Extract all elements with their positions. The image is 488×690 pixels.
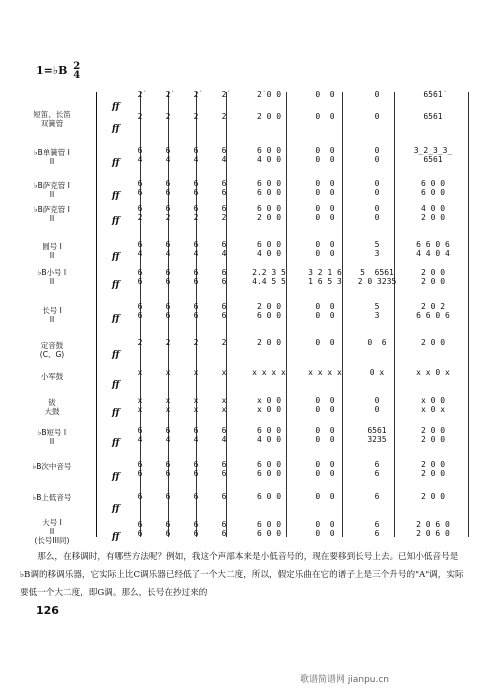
notation-cell: 6 6 0 6 4 4 0 4 xyxy=(416,240,450,258)
instrument-label: ♭B单簧管 I II xyxy=(34,148,70,166)
score-row xyxy=(112,112,468,142)
instrument-label: 长号 I II xyxy=(42,306,62,324)
notation-cell: 2 0 6 0 2 0 6 0 xyxy=(416,520,450,538)
notation-cell: 6561 xyxy=(423,112,443,121)
notation-cell: 6 6 xyxy=(193,179,199,197)
notation-cell: 2 xyxy=(221,112,227,121)
notation-cell: 6 6 xyxy=(221,520,227,538)
notation-cell: x x x x xyxy=(252,368,286,377)
notation-cell: 6 0 0 2 0 0 xyxy=(256,204,282,222)
instrument-label: ♭B短号 I II xyxy=(37,428,67,446)
notation-cell: 2 xyxy=(221,338,227,347)
notation-cell: 0 0 0 0 xyxy=(315,396,335,414)
notation-cell: 2 0 0 2 0 0 xyxy=(420,426,446,444)
notation-cell: 6 6 xyxy=(137,179,143,197)
watermark: 歌谱简谱网 jianpu.cn xyxy=(300,675,390,685)
notation-cell: 6 6 xyxy=(221,268,227,286)
notation-cell: 6 6 xyxy=(137,520,143,538)
notation-cell: 0 0 xyxy=(374,146,380,164)
notation-cell: 2 xyxy=(193,112,199,121)
notation-cell: 6 6 xyxy=(165,179,171,197)
dynamic-marking: ff xyxy=(112,191,120,201)
dynamic-marking: ff xyxy=(112,472,120,482)
notation-cell: 2 xyxy=(165,112,171,121)
time-numerator: 2 xyxy=(73,61,81,72)
instrument-label: ♭B次中音号 xyxy=(32,462,72,471)
notation-cell: 6 4 xyxy=(221,146,227,164)
notation-cell: 2̇ xyxy=(137,90,143,99)
notation-cell: 0 0 0 0 xyxy=(315,460,335,478)
notation-cell: 2̇ 0 0 xyxy=(256,90,282,99)
instrument-label: 钹 大鼓 xyxy=(44,398,60,416)
notation-cell: 6 6 xyxy=(165,520,171,538)
body-paragraph: 那么，在移调时，有哪些方法呢？例如，我这个声部本来是小低音号的，现在要移到长号上去。已知小低音号是♭B调的移调乐器，它实际上比C调乐器已经低了一个大二度，所以，假定乐曲在它的谱子上是三个升号的"A"调，实际要低一个大二度，即G调。那么，长号在抄过来的 xyxy=(20,552,464,598)
notation-cell: 0 0 xyxy=(315,338,335,347)
score-row xyxy=(112,240,468,270)
notation-cell: 6 0 0 4 0 0 xyxy=(256,240,282,258)
notation-cell: 2 xyxy=(193,338,199,347)
key-signature xyxy=(36,62,80,80)
notation-cell: 6 6 xyxy=(193,520,199,538)
notation-cell: 6 0 0 4 0 0 xyxy=(256,146,282,164)
notation-cell: 0 x xyxy=(369,368,385,377)
notation-cell: 6 6 xyxy=(165,268,171,286)
notation-cell: 6 xyxy=(193,492,199,501)
dynamic-marking: ff xyxy=(112,280,120,290)
notation-cell: 0 0 0 0 xyxy=(315,146,335,164)
notation-cell: 6 6 xyxy=(221,460,227,478)
dynamic-marking: ff xyxy=(112,504,120,514)
instrument-label: ♭B小号 I II xyxy=(37,268,67,286)
notation-cell: 6 6 xyxy=(137,460,143,478)
score-row xyxy=(112,338,468,368)
notation-cell: 6 4 xyxy=(137,240,143,258)
notation-cell: 2̇ xyxy=(221,90,227,99)
notation-cell: x xyxy=(193,368,199,377)
notation-cell: 6 4 xyxy=(165,146,171,164)
score-row xyxy=(112,268,468,298)
notation-cell: 6 6 xyxy=(193,460,199,478)
notation-cell: 2̇ xyxy=(193,90,199,99)
notation-cell: x xyxy=(137,368,143,377)
score-row xyxy=(112,492,468,522)
score-row xyxy=(112,146,468,176)
dynamic-marking: ff xyxy=(112,252,120,262)
notation-cell: 6 4 xyxy=(221,240,227,258)
notation-cell: 5 3 xyxy=(374,302,380,320)
notation-cell: 6 0 0 6 0 0 xyxy=(256,179,282,197)
notation-cell: x x xyxy=(221,396,227,414)
score-row xyxy=(112,302,468,332)
notation-cell: x xyxy=(165,368,171,377)
notation-cell: 6 0 0 6 0 0 xyxy=(256,460,282,478)
notation-cell: 6 2 xyxy=(221,204,227,222)
notation-cell: 0 0 0 0 xyxy=(315,520,335,538)
notation-cell: 6 6 xyxy=(165,460,171,478)
dynamic-marking: ff xyxy=(112,408,120,418)
notation-cell: 6 0 0 xyxy=(256,492,282,501)
notation-cell: 2.2 3 5 4.4 5 5 xyxy=(252,268,286,286)
notation-cell: x 0 0 x 0 0 xyxy=(256,396,282,414)
dynamic-marking: ff xyxy=(112,102,120,112)
notation-cell: 5 6561 2 0 3235 xyxy=(357,268,397,286)
notation-cell: 2 xyxy=(165,338,171,347)
notation-cell: x x 0 x xyxy=(416,368,450,377)
notation-cell: 6 4 xyxy=(221,426,227,444)
score-row xyxy=(112,460,468,490)
instrument-label: 大号 I II (长号III同) xyxy=(34,518,70,545)
notation-cell: 6̇5̇6̇1̇ xyxy=(423,90,443,99)
dynamic-marking: ff xyxy=(112,124,120,134)
notation-cell: 0 0 xyxy=(315,492,335,501)
notation-cell: 6 6 xyxy=(221,179,227,197)
notation-cell: 2 0 0 xyxy=(256,112,282,121)
notation-cell: 3 2 1 6 1 6 5 3 xyxy=(308,268,342,286)
notation-cell: 0 0 xyxy=(374,179,380,197)
notation-cell: x x x x xyxy=(308,368,342,377)
notation-cell: 4 0 0 2 0 0 xyxy=(420,204,446,222)
notation-cell: 6 2 xyxy=(165,204,171,222)
instrument-label: ♭B萨克管 I II xyxy=(34,205,70,223)
notation-cell: 6 6 xyxy=(193,302,199,320)
instrument-label: 定音鼓 (C、G) xyxy=(39,341,65,359)
notation-cell: 0 0 0 0 xyxy=(315,426,335,444)
notation-cell: 2 0 2 6 6 0 6 xyxy=(416,302,450,320)
notation-cell: 0 0 0 0 xyxy=(315,179,335,197)
notation-cell: 6 6 xyxy=(193,268,199,286)
notation-cell: 6 6 xyxy=(374,460,380,478)
notation-cell: 6 6 xyxy=(165,302,171,320)
notation-cell: 0 xyxy=(374,90,380,99)
notation-cell: 2 0 0 xyxy=(256,338,282,347)
instrument-label: ♭B萨克管 I II xyxy=(34,181,70,199)
notation-cell: 0 0 xyxy=(315,90,335,99)
notation-cell: 0 0 0 0 xyxy=(315,204,335,222)
notation-cell: 6 4 xyxy=(165,240,171,258)
page-number: 126 xyxy=(36,604,59,617)
dynamic-marking: ff xyxy=(112,216,120,226)
notation-cell: 6 4 xyxy=(193,146,199,164)
dynamic-marking: ff xyxy=(112,438,120,448)
dynamic-marking: ff xyxy=(112,532,120,542)
instrument-label: 小军鼓 xyxy=(40,372,64,381)
notation-cell: 6561 3235 xyxy=(367,426,387,444)
notation-cell: 5 3 xyxy=(374,240,380,258)
notation-cell: 2 0 0 2 0 0 xyxy=(420,268,446,286)
notation-cell: 2 xyxy=(137,338,143,347)
time-denominator: 4 xyxy=(73,70,81,81)
notation-cell: 6 xyxy=(137,492,143,501)
instrument-label: ♭B上低音号 xyxy=(32,493,72,502)
score-row xyxy=(112,368,468,398)
notation-cell: 3̲2̲3̲3̲ 6561 xyxy=(413,146,453,164)
notation-cell: 6 4 xyxy=(137,426,143,444)
notation-cell: 0 0 xyxy=(374,396,380,414)
notation-cell: 6 xyxy=(165,492,171,501)
dynamic-marking: ff xyxy=(112,314,120,324)
dynamic-marking: ff xyxy=(112,350,120,360)
notation-cell: 6 6 xyxy=(137,268,143,286)
notation-cell: 0 0 0 0 xyxy=(315,240,335,258)
bar-line xyxy=(468,92,469,537)
notation-cell: 2̇ xyxy=(165,90,171,99)
notation-cell: 0 0 xyxy=(374,204,380,222)
dynamic-marking: ff xyxy=(112,380,120,390)
notation-cell: 2 0 0 xyxy=(420,338,446,347)
notation-cell: 6 4 xyxy=(165,426,171,444)
notation-cell: 6 xyxy=(221,492,227,501)
instrument-label: 圆号 I II xyxy=(42,242,62,260)
notation-cell: 0 xyxy=(374,112,380,121)
score-row xyxy=(112,396,468,426)
notation-cell: 0 0 xyxy=(315,112,335,121)
notation-cell: 0 0 0 0 xyxy=(315,302,335,320)
instrument-label: 短笛、长笛 双簧管 xyxy=(33,110,71,128)
notation-cell: 6 6 xyxy=(374,520,380,538)
score-row xyxy=(112,426,468,456)
notation-cell: 6 4 xyxy=(137,146,143,164)
dynamic-marking: ff xyxy=(112,158,120,168)
key-note: ♭B xyxy=(52,64,68,77)
notation-cell: 6 xyxy=(374,492,380,501)
score-row xyxy=(112,520,468,550)
notation-cell: 6 6 xyxy=(137,302,143,320)
notation-cell: 6 4 xyxy=(193,240,199,258)
notation-cell: 6 2 xyxy=(193,204,199,222)
notation-cell: 2 0 0 6 0 0 xyxy=(256,302,282,320)
score-row xyxy=(112,204,468,234)
notation-cell: 6 0 0 4 0 0 xyxy=(256,426,282,444)
time-signature xyxy=(73,62,80,80)
system-bracket xyxy=(96,92,97,537)
notation-cell: x 0 0 x 0 x xyxy=(420,396,446,414)
notation-cell: 6 6 xyxy=(221,302,227,320)
notation-cell: x x xyxy=(137,396,143,414)
key-prefix: 1= xyxy=(36,64,53,77)
notation-cell: 6 0 0 6 0 0 xyxy=(420,179,446,197)
notation-cell: 0 6 xyxy=(367,338,387,347)
notation-cell: 6 4 xyxy=(193,426,199,444)
notation-cell: x x xyxy=(193,396,199,414)
notation-cell: 6 0 0 6 0 0 xyxy=(256,520,282,538)
notation-cell: x xyxy=(221,368,227,377)
notation-cell: 2 0 0 xyxy=(420,492,446,501)
notation-cell: 2 xyxy=(137,112,143,121)
notation-cell: 2 0 0 2 0 0 xyxy=(420,460,446,478)
notation-cell: 6 2 xyxy=(137,204,143,222)
notation-cell: x x xyxy=(165,396,171,414)
